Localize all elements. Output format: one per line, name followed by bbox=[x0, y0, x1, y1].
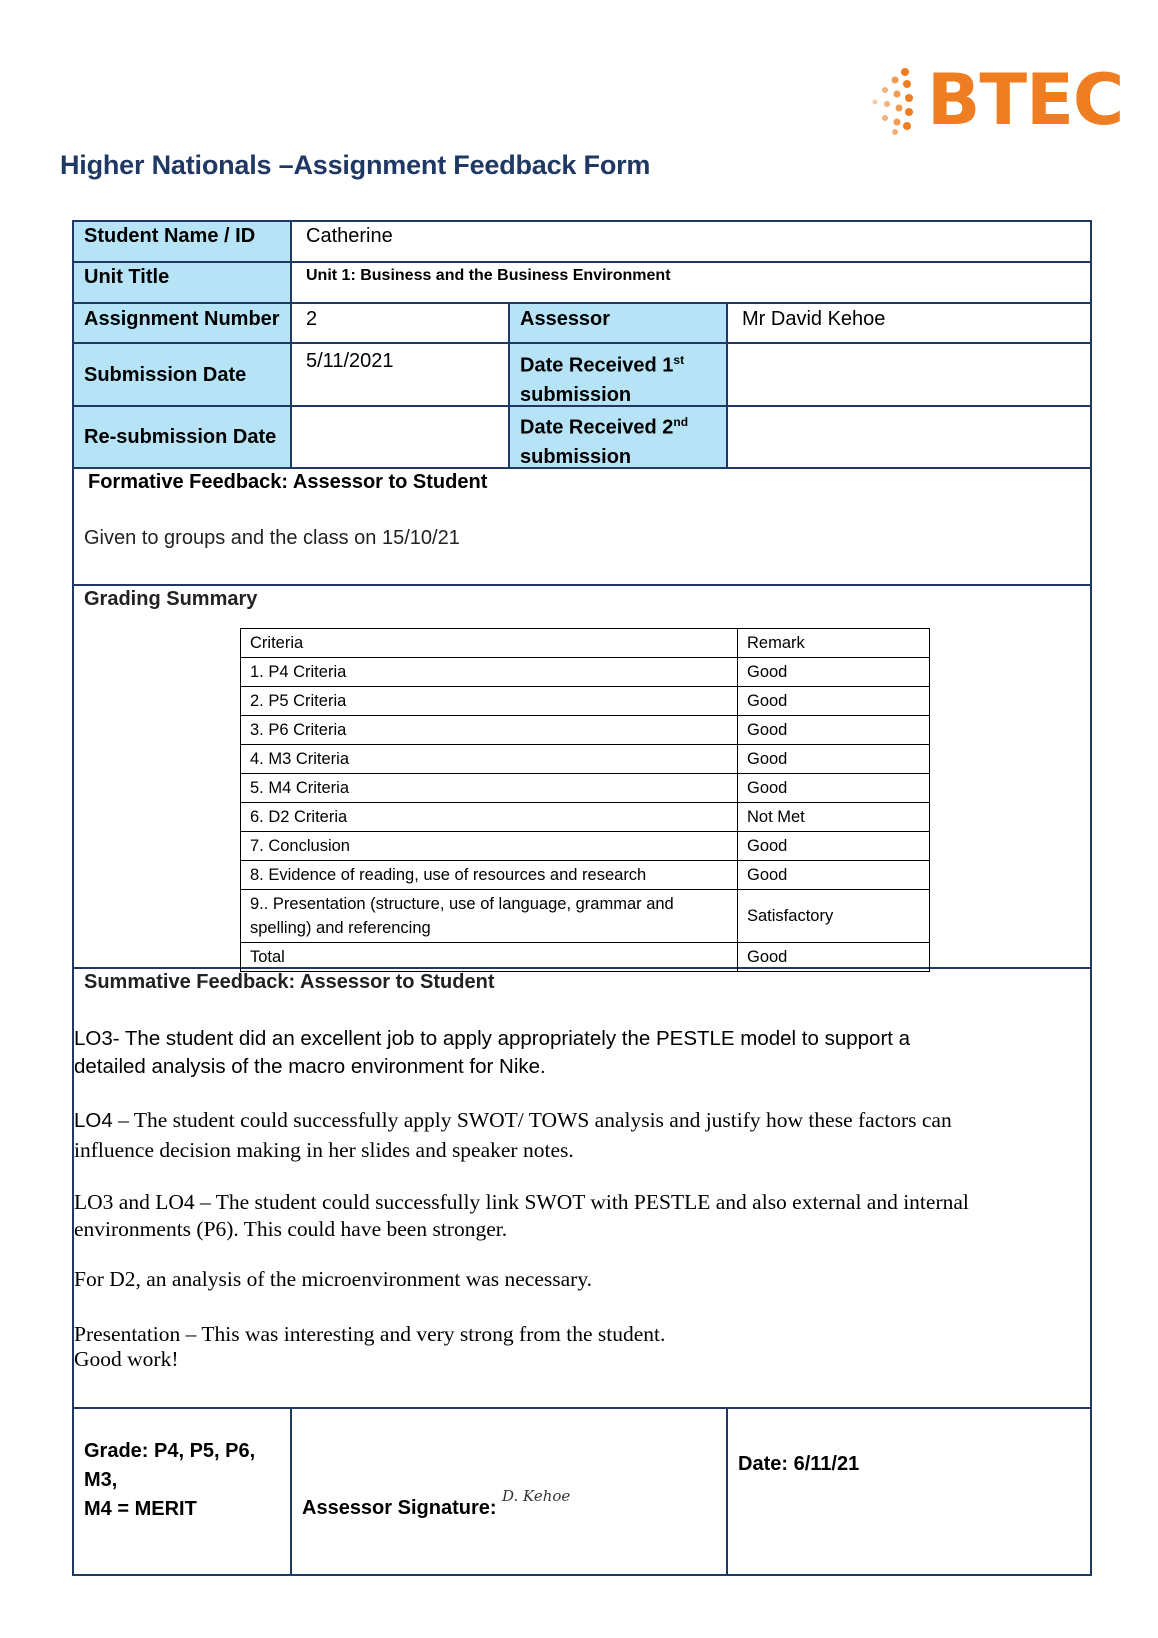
table-row bbox=[241, 745, 930, 774]
dots-icon bbox=[869, 66, 929, 144]
criteria-cell: 8. Evidence of reading, use of resources and research bbox=[241, 861, 738, 890]
page-title: Higher Nationals –Assignment Feedback Form bbox=[60, 150, 651, 180]
date-received-1-suffix: submission bbox=[520, 383, 632, 406]
summative-lo3-lo4 bbox=[74, 1189, 974, 1243]
summative-presentation: Presentation – This was interesting and very strong from the student. bbox=[74, 1322, 666, 1346]
table-row bbox=[241, 658, 930, 687]
summative-good-work: Good work! bbox=[74, 1347, 179, 1371]
grading-table bbox=[240, 628, 930, 972]
assignment-number-label: Assignment Number bbox=[74, 304, 292, 344]
grade-text bbox=[84, 1437, 255, 1524]
lo4-prefix: LO4 bbox=[74, 1109, 113, 1132]
criteria-cell: Total bbox=[241, 943, 738, 972]
table-row bbox=[241, 861, 930, 890]
remark-cell: Good bbox=[738, 943, 930, 972]
summative-lo4 bbox=[74, 1105, 1014, 1165]
criteria-cell: 7. Conclusion bbox=[241, 832, 738, 861]
criteria-cell: 9.. Presentation (structure, use of language, grammar and spelling) and referencing bbox=[241, 890, 738, 943]
signature-cell bbox=[292, 1409, 728, 1576]
footer-date: Date: 6/11/21 bbox=[738, 1453, 860, 1475]
grade-line-1: Grade: P4, P5, P6, bbox=[84, 1440, 256, 1462]
table-row bbox=[241, 716, 930, 745]
remark-cell: Not Met bbox=[738, 803, 930, 832]
table-row bbox=[241, 943, 930, 972]
assessor-label: Assessor bbox=[510, 304, 728, 344]
remark-header: Remark bbox=[738, 629, 930, 658]
remark-cell: Satisfactory bbox=[738, 890, 930, 943]
student-name-value: Catherine bbox=[292, 222, 1090, 263]
remark-cell: Good bbox=[738, 745, 930, 774]
remark-cell: Good bbox=[738, 774, 930, 803]
date-received-1-value bbox=[728, 344, 1090, 407]
date-received-2-suffix: submission bbox=[520, 445, 632, 468]
assessor-value: Mr David Kehoe bbox=[728, 304, 1090, 344]
table-row bbox=[241, 774, 930, 803]
date-received-2-value bbox=[728, 407, 1090, 469]
remark-cell: Good bbox=[738, 861, 930, 890]
formative-heading: Formative Feedback: Assessor to Student bbox=[88, 471, 488, 493]
unit-title-value: Unit 1: Business and the Business Environment bbox=[292, 263, 1090, 304]
signature-label: Assessor Signature: bbox=[302, 1497, 497, 1519]
submission-date-label: Submission Date bbox=[74, 344, 292, 407]
table-row bbox=[241, 687, 930, 716]
lo3-lo4-prefix: LO3 bbox=[74, 1190, 114, 1214]
date-received-1-prefix: Date Received 1 bbox=[520, 354, 674, 377]
date-received-2-label bbox=[510, 407, 728, 469]
table-row bbox=[241, 803, 930, 832]
resubmission-date-label: Re-submission Date bbox=[74, 407, 292, 469]
criteria-cell: 5. M4 Criteria bbox=[241, 774, 738, 803]
table-row bbox=[241, 890, 930, 943]
grade-cell bbox=[74, 1409, 292, 1576]
criteria-cell: 4. M3 Criteria bbox=[241, 745, 738, 774]
remark-cell: Good bbox=[738, 687, 930, 716]
criteria-header: Criteria bbox=[241, 629, 738, 658]
date-received-1-sup: st bbox=[673, 353, 685, 367]
formative-text: Given to groups and the class on 15/10/21 bbox=[84, 527, 460, 549]
grade-line-3: M4 = MERIT bbox=[84, 1498, 197, 1520]
btec-logo bbox=[875, 59, 1124, 144]
table-header-row bbox=[241, 629, 930, 658]
unit-title-label: Unit Title bbox=[74, 263, 292, 304]
criteria-cell: 6. D2 Criteria bbox=[241, 803, 738, 832]
summative-lo3: LO3- The student did an excellent job to apply appropriately the PESTLE model to support a detailed analysis of the macro environment for Nike. bbox=[74, 1027, 911, 1078]
summative-heading: Summative Feedback: Assessor to Student bbox=[84, 971, 495, 993]
criteria-cell: 3. P6 Criteria bbox=[241, 716, 738, 745]
date-cell bbox=[728, 1409, 1090, 1576]
lo4-text: – The student could successfully apply SWOT/ TOWS analysis and justify how these factors can influence decision making in her slides and speaker notes. bbox=[74, 1108, 952, 1162]
criteria-cell: 2. P5 Criteria bbox=[241, 687, 738, 716]
student-name-label: Student Name / ID bbox=[74, 222, 292, 263]
feedback-form bbox=[72, 220, 1092, 1576]
table-row bbox=[241, 832, 930, 861]
grade-line-2: M3, bbox=[84, 1469, 118, 1491]
logo-text: BTEC bbox=[927, 59, 1124, 141]
summative-d2: For D2, an analysis of the microenvironment was necessary. bbox=[74, 1267, 593, 1291]
remark-cell: Good bbox=[738, 658, 930, 687]
assessor-signature: D. Kehoe bbox=[502, 1487, 571, 1505]
grading-heading: Grading Summary bbox=[84, 588, 258, 610]
resubmission-date-value bbox=[292, 407, 510, 469]
submission-date-value: 5/11/2021 bbox=[292, 344, 510, 407]
assignment-number-value: 2 bbox=[292, 304, 510, 344]
summative-section bbox=[74, 969, 1090, 1409]
lo3-lo4-text: and LO4 – The student could successfully link SWOT with PESTLE and also external and internal environments (P6). This could have been stronger. bbox=[74, 1190, 969, 1241]
date-received-1-label bbox=[510, 344, 728, 407]
remark-cell: Good bbox=[738, 832, 930, 861]
formative-section bbox=[74, 469, 1090, 586]
date-received-2-sup: nd bbox=[673, 415, 689, 429]
remark-cell: Good bbox=[738, 716, 930, 745]
criteria-cell: 1. P4 Criteria bbox=[241, 658, 738, 687]
date-received-2-prefix: Date Received 2 bbox=[520, 416, 674, 439]
